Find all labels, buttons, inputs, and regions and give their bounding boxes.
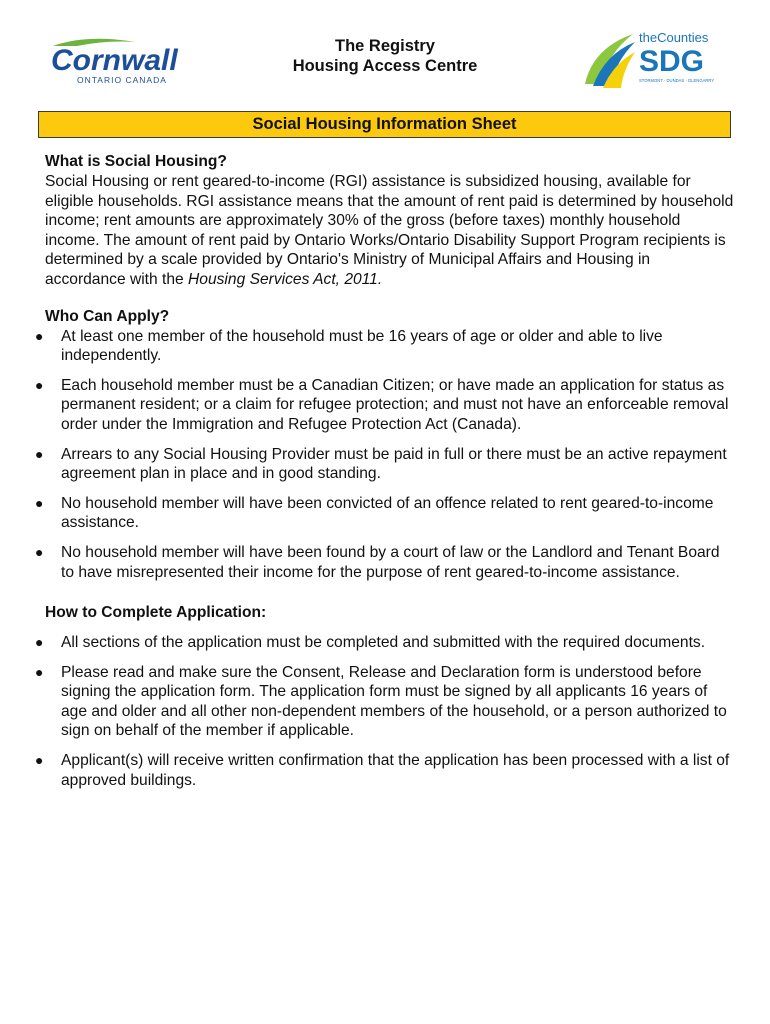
act-name: Housing Services Act, 2011.: [188, 270, 383, 288]
sdg-logo-top: theCounties: [639, 30, 709, 45]
bullet-icon: ●: [35, 494, 44, 511]
list-item: ● Applicant(s) will receive written confirmation that the application has been processed with a list of approved buildings.: [35, 752, 730, 789]
header-title-line2: Housing Access Centre: [292, 57, 478, 75]
bullet-icon: ●: [35, 445, 44, 462]
cornwall-logo: [47, 36, 192, 90]
bullet-icon: ●: [35, 634, 44, 651]
bullet-icon: ●: [35, 543, 44, 560]
cornwall-logo-sub: ONTARIO CANADA: [77, 75, 167, 85]
header-title: [230, 36, 540, 76]
header-title-line1: The Registry: [335, 37, 435, 55]
sdg-logo: [583, 28, 723, 92]
bullet-icon: ●: [35, 376, 44, 393]
sdg-logo-sub: STORMONT · DUNDAS · GLENGARRY: [639, 78, 715, 83]
cornwall-logo-word: Cornwall: [51, 44, 178, 77]
sdg-logo-main: SDG: [639, 45, 705, 78]
section-heading-what: What is Social Housing?: [45, 153, 227, 170]
list-item: ● Each household member must be a Canadian Citizen; or have made an application for status as permanent resident; or a claim for refugee protection; and must not have an enforceable removal order under the Immigration and Refugee Protection Act (Canada).: [35, 376, 729, 433]
list-item: ● At least one member of the household must be 16 years of age or older and able to live independently.: [35, 327, 663, 365]
who-list: [35, 327, 735, 583]
bullet-icon: ●: [35, 752, 44, 769]
bullet-icon: ●: [35, 663, 44, 680]
list-item: ● All sections of the application must be completed and submitted with the required documents.: [35, 634, 706, 652]
list-item: ● Please read and make sure the Consent, Release and Declaration form is understood before signing the application form. The application form must be signed by all applicants 16 years of age and older and all other non-dependent members of the household, or a person authorized to sign on behalf of the member if applicable.: [35, 663, 727, 740]
sdg-logo-swirl: [585, 34, 635, 88]
bullet-icon: ●: [35, 327, 44, 344]
section-heading-who: Who Can Apply?: [45, 307, 170, 325]
info-sheet-banner: Social Housing Information Sheet: [38, 111, 731, 138]
section-body-what: [45, 172, 735, 290]
what-body-text: Social Housing or rent geared-to-income (RGI) assistance is subsidized housing, available for eligible households. RGI assistance means that the amount of rent paid is determined by household income; rent amounts are approximately 30% of the gross (before taxes) monthly household income. The amount of rent paid by Ontario Works/Ontario Disability Support Program recipients is determined by a scale provided by Ontario's Ministry of Municipal Affairs and Housing in accordance with the: [45, 173, 734, 288]
list-item: ● No household member will have been found by a court of law or the Landlord and Tenant Board to have misrepresented their income for the purpose of rent geared-to-income assistance.: [35, 543, 720, 581]
how-list: [35, 633, 735, 790]
content: [35, 152, 735, 800]
section-heading-how: How to Complete Application:: [45, 604, 267, 622]
list-item: ● Arrears to any Social Housing Provider must be paid in full or there must be an active repayment agreement plan in place and in good standing.: [35, 445, 727, 483]
list-item: ● No household member will have been convicted of an offence related to rent geared-to-income assistance.: [35, 494, 714, 532]
